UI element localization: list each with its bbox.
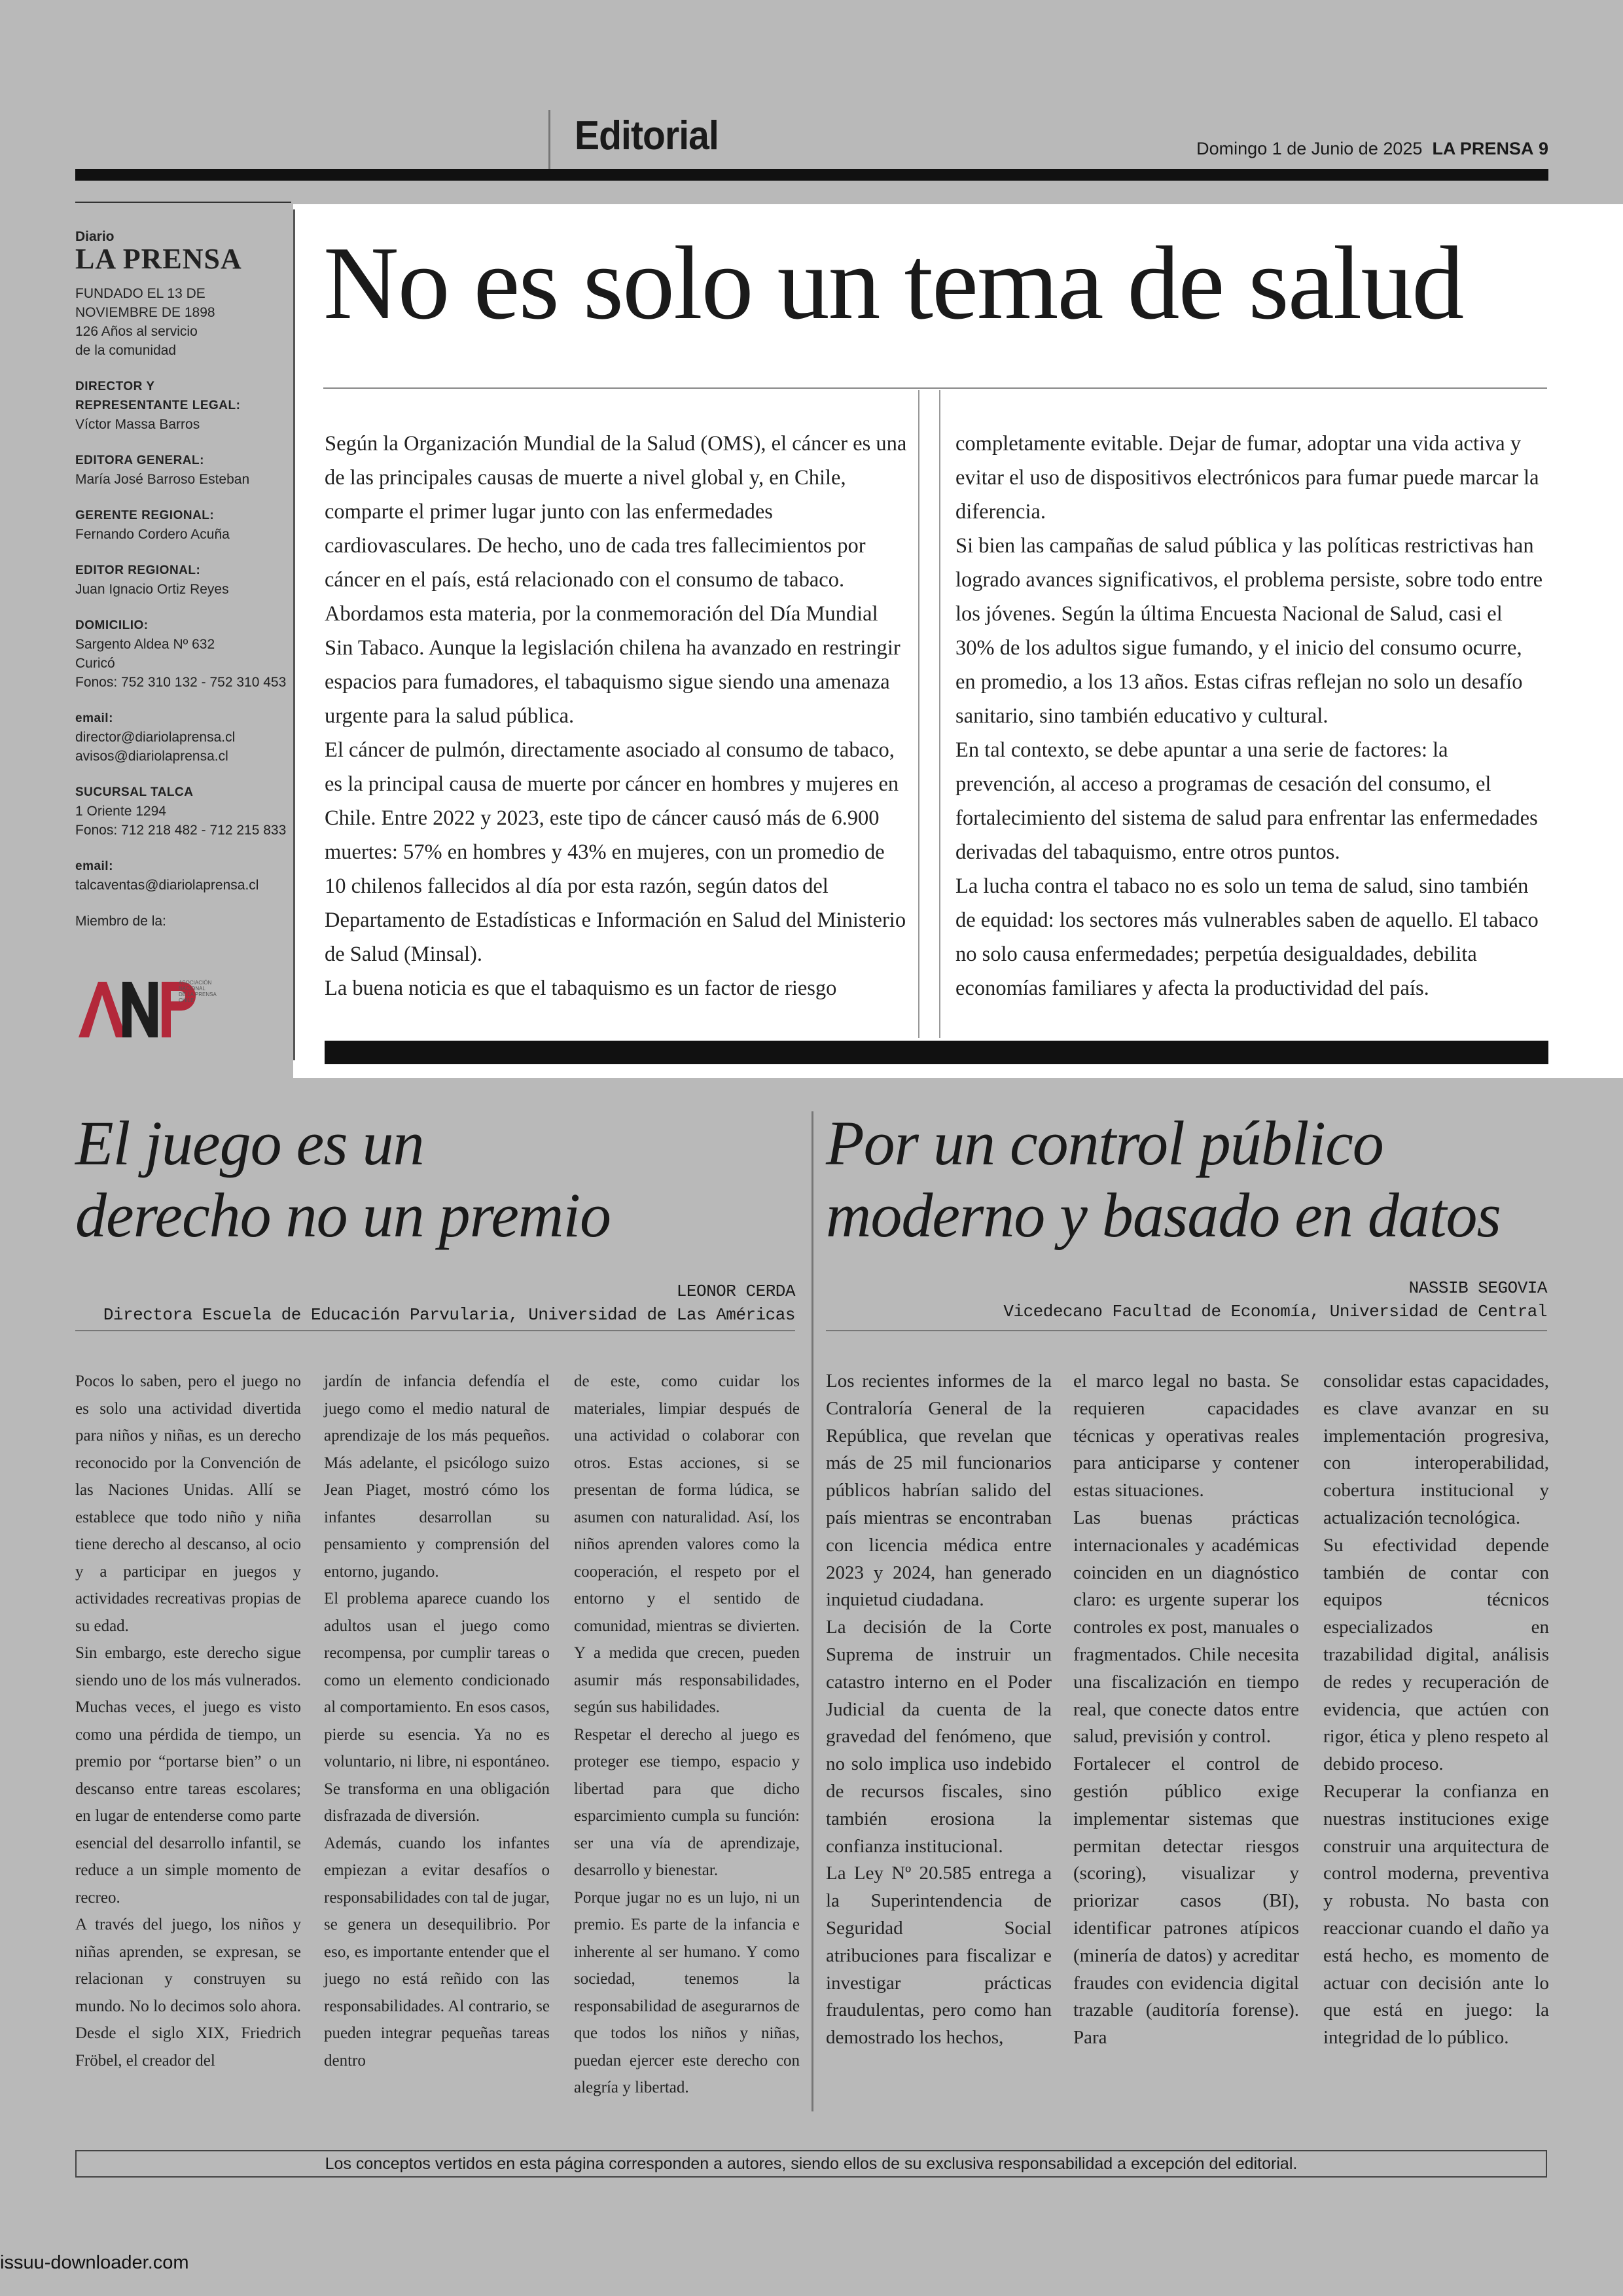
paragraph: La lucha contra el tabaco no es solo un tema de salud, sino también de equidad: los sectores más vulnerables saben de aquello. El tabaco no solo causa enfermedades; perpetúa desigualdades, debilita economías familiares y afecta la productividad del país. xyxy=(955,874,1539,1000)
anp-logo-icon xyxy=(75,975,217,1041)
staff-label: email: xyxy=(75,711,113,725)
opinion2-column-2 xyxy=(1073,1368,1299,2052)
opinion2-author: NASSIB SEGOVIA xyxy=(1408,1278,1547,1298)
editorial-column-1 xyxy=(325,427,908,1005)
opinion1-column-1 xyxy=(75,1368,301,2074)
column-separator xyxy=(939,390,940,1038)
staff-label: SUCURSAL TALCA xyxy=(75,785,194,799)
opinion2-role: Vicedecano Facultad de Economía, Universidad de Central xyxy=(1003,1302,1547,1321)
staff-value: 1 Oriente 1294 Fonos: 712 218 482 - 712 215 833 xyxy=(75,804,287,838)
paragraph: Su efectividad depende también de contar con equipos técnicos especializados en trazabilidad digital, análisis de redes y recuperación de evidencia, que actúen con rigor, ética y pleno respeto al debido proceso. xyxy=(1323,1534,1549,1775)
paragraph: el marco legal no basta. Se requieren capacidades técnicas y operativas reales para anticiparse y contener estas situaciones. xyxy=(1073,1371,1299,1501)
paragraph: La Ley Nº 20.585 entrega a la Superintendencia de Seguridad Social atribuciones para fiscalizar e investigar prácticas fraudulentas, pero como han demostrado los hechos, xyxy=(826,1863,1052,2049)
sidebar-diario: Diario xyxy=(75,229,115,244)
staff-entry xyxy=(75,451,291,489)
staff-label: EDITOR REGIONAL: xyxy=(75,564,201,577)
opinion2-title-line1: Por un control público xyxy=(826,1108,1383,1178)
staff-entry xyxy=(75,783,291,840)
paragraph: jardín de infancia defendía el juego como el medio natural de aprendizaje de los más pequeños. Más adelante, el psicólogo suizo Jean Piaget, mostró cómo los infantes desarrollan su pensamiento y comprensión del entorno, jugando. xyxy=(324,1372,550,1581)
paragraph: Las buenas prácticas internacionales y académicas coinciden en un diagnóstico claro: es urgente superar los controles ex post, manuales o fragmentados. Chile necesita una fiscalización en tiempo real, que conecte datos entre salud, previsión y control. xyxy=(1073,1507,1299,1748)
paragraph: Los recientes informes de la Contraloría General de la República, que revelan que más de 25 mil funcionarios públicos habrían salido del país mientras se encontraban con licencia médica entre 2023 y 2024, han generado inquietud ciudadana. xyxy=(826,1371,1052,1611)
staff-value: Víctor Massa Barros xyxy=(75,417,200,432)
opinion-separator xyxy=(812,1111,813,2111)
staff-value: director@diariolaprensa.cl avisos@diariolaprensa.cl xyxy=(75,730,236,764)
svg-text:ASOCIACIÓNNACIONALDE LA PRENSA: ASOCIACIÓN NACIONAL DE LA PRENSA CHILE xyxy=(179,980,217,1003)
paragraph: de este, como cuidar los materiales, limpiar después de una actividad o colaborar con otros. Estas acciones, si se presentan de forma lúdica, se asumen con naturalidad. Así, los niños aprenden valores como la cooperación, el respeto por el entorno y el sentido de comunidad, mientras se divierten. Y a medida que crecen, pueden asumir más responsabilidades, según sus habilidades. xyxy=(574,1372,800,1716)
staff-value: Sargento Aldea Nº 632 Curicó Fonos: 752 310 132 - 752 310 453 xyxy=(75,637,287,690)
paragraph: Recuperar la confianza en nuestras instituciones exige construir una arquitectura de control moderna, preventiva y robusta. No basta con reaccionar cuando el daño ya está hecho, es momento de actuar con decisión ante lo que está en juego: la integridad de lo público. xyxy=(1323,1780,1549,2049)
opinion1-title-line1: El juego es un xyxy=(75,1108,424,1178)
sidebar-top-rule xyxy=(75,202,291,203)
staff-label: email: xyxy=(75,859,113,873)
staff-value: María José Barroso Esteban xyxy=(75,472,250,487)
sidebar-rule xyxy=(293,209,295,1060)
staff-value: Juan Ignacio Ortiz Reyes xyxy=(75,582,229,597)
paragraph: La buena noticia es que el tabaquismo es un factor de riesgo xyxy=(325,977,837,1000)
section-title: Editorial xyxy=(575,113,719,158)
paragraph: El problema aparece cuando los adultos usan el juego como recompensa, por cumplir tareas o como un elemento condicionado al comportamiento. En esos casos, pierde su esencia. Ya no es voluntario, ni libre, ni espontáneo. Se transforma en una obligación disfrazada de diversión. xyxy=(324,1590,550,1825)
paragraph: Si bien las campañas de salud pública y las políticas restrictivas han logrado avances significativos, el problema persiste, sobre todo entre los jóvenes. Según la última Encuesta Nacional de Salud, casi el 30% de los adultos sigue fumando, y el inicio del consumo ocurre, en promedio, a los 13 años. Estas cifras reflejan no solo un desafío sanitario, sino también educativo y cultural. xyxy=(955,534,1543,728)
paragraph: Fortalecer el control de gestión público exige implementar sistemas que permitan detectar riesgos (scoring), visualizar y priorizar casos (BI), identificar patrones atípicos (minería de datos) y acreditar fraudes con evidencia digital trazable (auditoría forense). Para xyxy=(1073,1753,1299,2049)
opinion1-role: Directora Escuela de Educación Parvularia, Universidad de Las Américas xyxy=(103,1305,795,1325)
opinion2-column-3 xyxy=(1323,1368,1549,2052)
paragraph: A través del juego, los niños y niñas aprenden, se expresan, se relacionan y construyen su mundo. No lo decimos solo ahora. Desde el siglo XIX, Friedrich Fröbel, el creador del xyxy=(75,1916,301,2070)
founded-text: FUNDADO EL 13 DE NOVIEMBRE DE 1898 126 Años al servicio de la comunidad xyxy=(75,286,215,358)
opinion1-column-2 xyxy=(324,1368,550,2074)
opinion2-byline xyxy=(826,1276,1547,1323)
member-label: Miembro de la: xyxy=(75,914,166,929)
issue-date: Domingo 1 de Junio de 2025 xyxy=(1196,139,1423,158)
opinion1-byline xyxy=(75,1280,795,1327)
staff-label: DIRECTOR Y REPRESENTANTE LEGAL: xyxy=(75,380,241,412)
editorial-bottom-bar xyxy=(325,1041,1548,1064)
paragraph: Respetar el derecho al juego es proteger ese tiempo, espacio y libertad para que dicho esparcimiento cumpla su función: ser una vía de aprendizaje, desarrollo y bienestar. xyxy=(574,1725,800,1879)
opinion2-column-1 xyxy=(826,1368,1052,2052)
paragraph: completamente evitable. Dejar de fumar, adoptar una vida activa y evitar el uso de dispositivos electrónicos para fumar puede marcar la diferencia. xyxy=(955,432,1539,524)
staff-value: talcaventas@diariolaprensa.cl xyxy=(75,878,259,893)
opinion2-rule xyxy=(826,1330,1547,1331)
paragraph: Pocos lo saben, pero el juego no es solo una actividad divertida para niños y niñas, es un derecho reconocido por la Convención de las Naciones Unidas. Allí se establece que todo niño y niña tiene derecho al descanso, al ocio y a participar en juegos y actividades recreativas propias de su edad. xyxy=(75,1372,301,1635)
header-separator xyxy=(548,110,550,170)
paragraph: Sin embargo, este derecho sigue siendo uno de los más vulnerados. Muchas veces, el juego es visto como una pérdida de tiempo, un premio por “portarse bien” o un descanso entre tareas escolares; en lugar de entenderse como parte esencial del desarrollo infantil, se reduce a un simple momento de recreo. xyxy=(75,1644,301,1907)
watermark: issuu-downloader.com xyxy=(0,2252,189,2273)
paragraph: Porque jugar no es un lujo, ni un premio. Es parte de la infancia e inherente al ser humano. Y como sociedad, tenemos la responsabilidad de asegurarnos de que todos los niños y niñas, puedan ejercer este derecho con alegría y libertad. xyxy=(574,1888,800,2096)
column-separator xyxy=(918,390,919,1038)
opinion1-column-3 xyxy=(574,1368,800,2102)
staff-entry xyxy=(75,506,291,544)
staff-entry xyxy=(75,377,291,434)
disclaimer-box: Los conceptos vertidos en esta página corresponden a autores, siendo ellos de su exclusiva responsabilidad a excepción del editorial. xyxy=(75,2150,1547,2178)
opinion1-title xyxy=(75,1107,611,1251)
staff-label: EDITORA GENERAL: xyxy=(75,454,204,467)
editorial-column-2 xyxy=(955,427,1544,1005)
staff-entry xyxy=(75,561,291,599)
editorial-rule xyxy=(323,387,1547,389)
opinion1-author: LEONOR CERDA xyxy=(676,1282,795,1301)
paragraph: Además, cuando los infantes empiezan a evitar desafíos o responsabilidades con tal de jugar, se genera un desequilibrio. Por eso, es importante entender que el juego no está reñido con las responsabilidades. Al contrario, se pueden integrar pequeñas tareas dentro xyxy=(324,1834,550,2070)
staff-entry xyxy=(75,616,291,692)
opinion2-title xyxy=(826,1107,1501,1251)
editorial-headline: No es solo un tema de salud xyxy=(323,224,1463,341)
staff-entry xyxy=(75,857,291,895)
opinion1-title-line2: derecho no un premio xyxy=(75,1180,611,1250)
staff-label: DOMICILIO: xyxy=(75,619,149,632)
header-bar xyxy=(75,169,1548,181)
date-line xyxy=(1196,139,1548,159)
staff-label: GERENTE REGIONAL: xyxy=(75,509,215,522)
paper-name: LA PRENSA xyxy=(1432,139,1534,158)
staff-entry xyxy=(75,709,291,766)
page-number: 9 xyxy=(1538,139,1548,158)
masthead-sidebar xyxy=(75,230,291,931)
opinion1-rule xyxy=(75,1330,795,1331)
paragraph: La decisión de la Corte Suprema de instruir un catastro interno en el Poder Judicial da cuenta de la gravedad del fenómeno, que no solo implica uso indebido de recursos fiscales, sino también erosiona la confianza institucional. xyxy=(826,1617,1052,1857)
paragraph: Según la Organización Mundial de la Salud (OMS), el cáncer es una de las principales causas de muerte a nivel global y, en Chile, comparte el primer lugar junto con las enfermedades cardiovasculares. De hecho, uno de cada tres fallecimientos por cáncer en el país, está relacionado con el consumo de tabaco. Abordamos esta materia, por la conmemoración del Día Mundial Sin Tabaco. Aunque la legislación chilena ha avanzado en restringir espacios para fumadores, el tabaquismo sigue siendo una amenaza urgente para la salud pública. xyxy=(325,432,907,728)
paragraph: En tal contexto, se debe apuntar a una serie de factores: la prevención, al acceso a programas de cesación del consumo, el fortalecimiento del sistema de salud para enfrentar las enfermedades derivadas del tabaquismo, entre otros puntos. xyxy=(955,738,1538,864)
staff-value: Fernando Cordero Acuña xyxy=(75,527,230,542)
masthead-logo: LA PRENSA xyxy=(75,243,242,275)
paragraph: consolidar estas capacidades, es clave avanzar en su implementación progresiva, con interoperabilidad, cobertura institucional y actualización tecnológica. xyxy=(1323,1371,1549,1528)
staff-list xyxy=(75,377,291,895)
paragraph: El cáncer de pulmón, directamente asociado al consumo de tabaco, es la principal causa de muerte por cáncer en hombres y mujeres en Chile. Entre 2022 y 2023, este tipo de cáncer causó más de 6.900 muertes: 57% en hombres y 43% en mujeres, con un promedio de 10 chilenos fallecidos al día por esta razón, según datos del Departamento de Estadísticas e Información en Salud del Ministerio de Salud (Minsal). xyxy=(325,738,906,966)
opinion2-title-line2: moderno y basado en datos xyxy=(826,1180,1501,1250)
anp-logo xyxy=(75,975,217,1044)
